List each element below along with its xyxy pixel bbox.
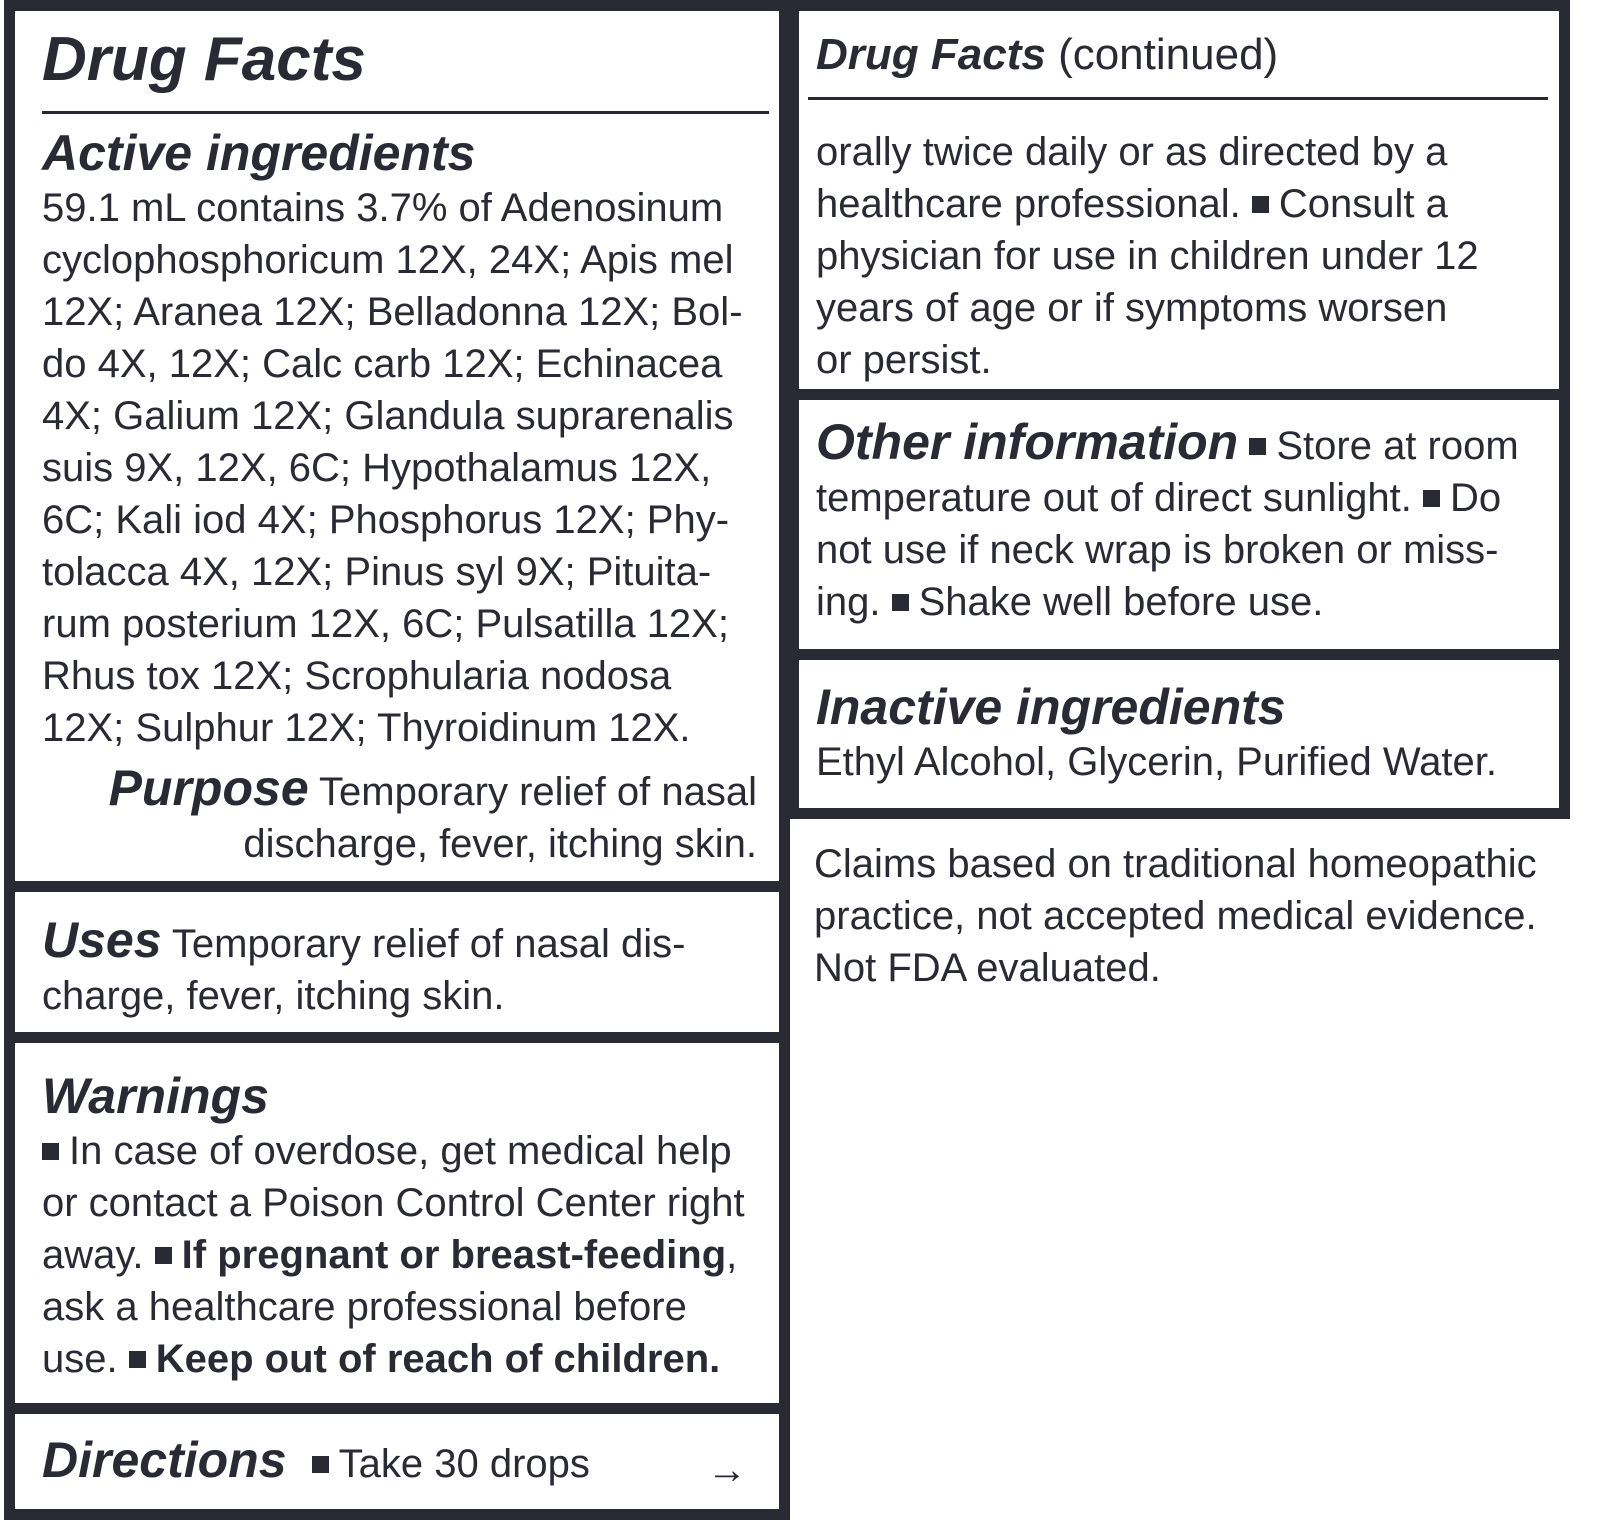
- warning-line: In case of overdose, get medical help: [69, 1129, 732, 1173]
- other-line: Do: [1450, 476, 1502, 520]
- active-line: 12X; Aranea 12X; Belladonna 12X; Bol-: [42, 290, 743, 334]
- other-line: not use if neck wrap is broken or miss-: [816, 528, 1499, 572]
- warnings-panel: [4, 1032, 790, 1414]
- warning-line: away.: [42, 1233, 144, 1277]
- purpose-heading: Purpose: [108, 760, 309, 816]
- continued-line: healthcare professional.: [816, 182, 1241, 226]
- purpose-line: Temporary relief of nasal: [319, 770, 757, 814]
- warning-line: or contact a Poison Control Center right: [42, 1181, 745, 1225]
- bullet-icon: [129, 1351, 146, 1368]
- drug-facts-title: Drug Facts: [42, 25, 366, 94]
- warning-punct: ,: [726, 1233, 738, 1277]
- uses-line: charge, fever, itching skin.: [42, 974, 505, 1018]
- bullet-icon: [155, 1247, 172, 1264]
- other-information-panel: [788, 389, 1570, 660]
- active-ingredients-heading: Active ingredients: [42, 125, 476, 181]
- warning-line: use.: [42, 1337, 118, 1381]
- active-line: rum posterium 12X, 6C; Pulsatilla 12X;: [42, 602, 729, 646]
- title-divider: [42, 111, 769, 114]
- directions-text: Take 30 drops: [338, 1442, 590, 1486]
- continued-line: years of age or if symptoms worsen: [816, 286, 1448, 330]
- continued-label: (continued): [1058, 30, 1279, 79]
- active-line: 59.1 mL contains 3.7% of Adenosinum: [42, 186, 724, 230]
- bullet-icon: [42, 1143, 59, 1160]
- claims-line: Claims based on traditional homeopathic: [814, 842, 1537, 886]
- active-ingredients-panel: [4, 0, 790, 892]
- bullet-icon: [1249, 438, 1266, 455]
- bullet-icon: [312, 1456, 329, 1473]
- continued-line: physician for use in children under 12: [816, 234, 1479, 278]
- other-line: temperature out of direct sunlight.: [816, 476, 1412, 520]
- active-line: tolacca 4X, 12X; Pinus syl 9X; Pituita-: [42, 550, 712, 594]
- active-line: cyclophosphoricum 12X, 24X; Apis mel: [42, 238, 734, 282]
- active-line: Rhus tox 12X; Scrophularia nodosa: [42, 654, 672, 698]
- children-warning: Keep out of reach of children.: [155, 1337, 721, 1381]
- active-line: 12X; Sulphur 12X; Thyroidinum 12X.: [42, 706, 691, 750]
- directions-heading: Directions: [42, 1432, 287, 1488]
- other-line: ing.: [816, 580, 881, 624]
- inactive-ingredients-panel: [788, 649, 1570, 819]
- other-line: Shake well before use.: [918, 580, 1324, 624]
- continued-title: Drug Facts: [816, 30, 1046, 79]
- active-line: suis 9X, 12X, 6C; Hypothalamus 12X,: [42, 446, 712, 490]
- active-line: do 4X, 12X; Calc carb 12X; Echinacea: [42, 342, 723, 386]
- inactive-ingredients-text: Ethyl Alcohol, Glycerin, Purified Water.: [816, 740, 1498, 784]
- continued-line: orally twice daily or as directed by a: [816, 130, 1448, 174]
- pregnancy-warning: If pregnant or breast-feeding: [181, 1233, 727, 1277]
- other-information-heading: Other information: [816, 414, 1239, 470]
- continued-line: Consult a: [1278, 182, 1448, 226]
- directions-continued-text: [808, 126, 1537, 386]
- purpose-block: [42, 762, 757, 870]
- continued-divider: [808, 97, 1548, 100]
- bullet-icon: [1252, 196, 1269, 213]
- claims-disclaimer: [814, 838, 1574, 994]
- active-ingredients-text: [42, 182, 757, 754]
- claims-line: Not FDA evaluated.: [814, 946, 1161, 990]
- bullet-icon: [892, 594, 909, 611]
- other-line: Store at room: [1276, 424, 1519, 468]
- uses-panel: [4, 881, 790, 1043]
- arrow-right-icon: →: [707, 1448, 747, 1492]
- continued-panel: [788, 0, 1570, 400]
- uses-line: Temporary relief of nasal dis-: [171, 922, 686, 966]
- directions-panel: [4, 1403, 790, 1520]
- purpose-line: discharge, fever, itching skin.: [243, 822, 757, 866]
- continued-line: or persist.: [816, 338, 992, 382]
- active-line: 6C; Kali iod 4X; Phosphorus 12X; Phy-: [42, 498, 730, 542]
- warnings-text: [42, 1125, 757, 1385]
- uses-heading: Uses: [42, 912, 162, 968]
- active-line: 4X; Galium 12X; Glandula suprarenalis: [42, 394, 734, 438]
- bullet-icon: [1423, 490, 1440, 507]
- claims-line: practice, not accepted medical evidence.: [814, 894, 1537, 938]
- inactive-ingredients-heading: Inactive ingredients: [816, 679, 1286, 735]
- warning-line: ask a healthcare professional before: [42, 1285, 687, 1329]
- warnings-heading: Warnings: [42, 1068, 269, 1124]
